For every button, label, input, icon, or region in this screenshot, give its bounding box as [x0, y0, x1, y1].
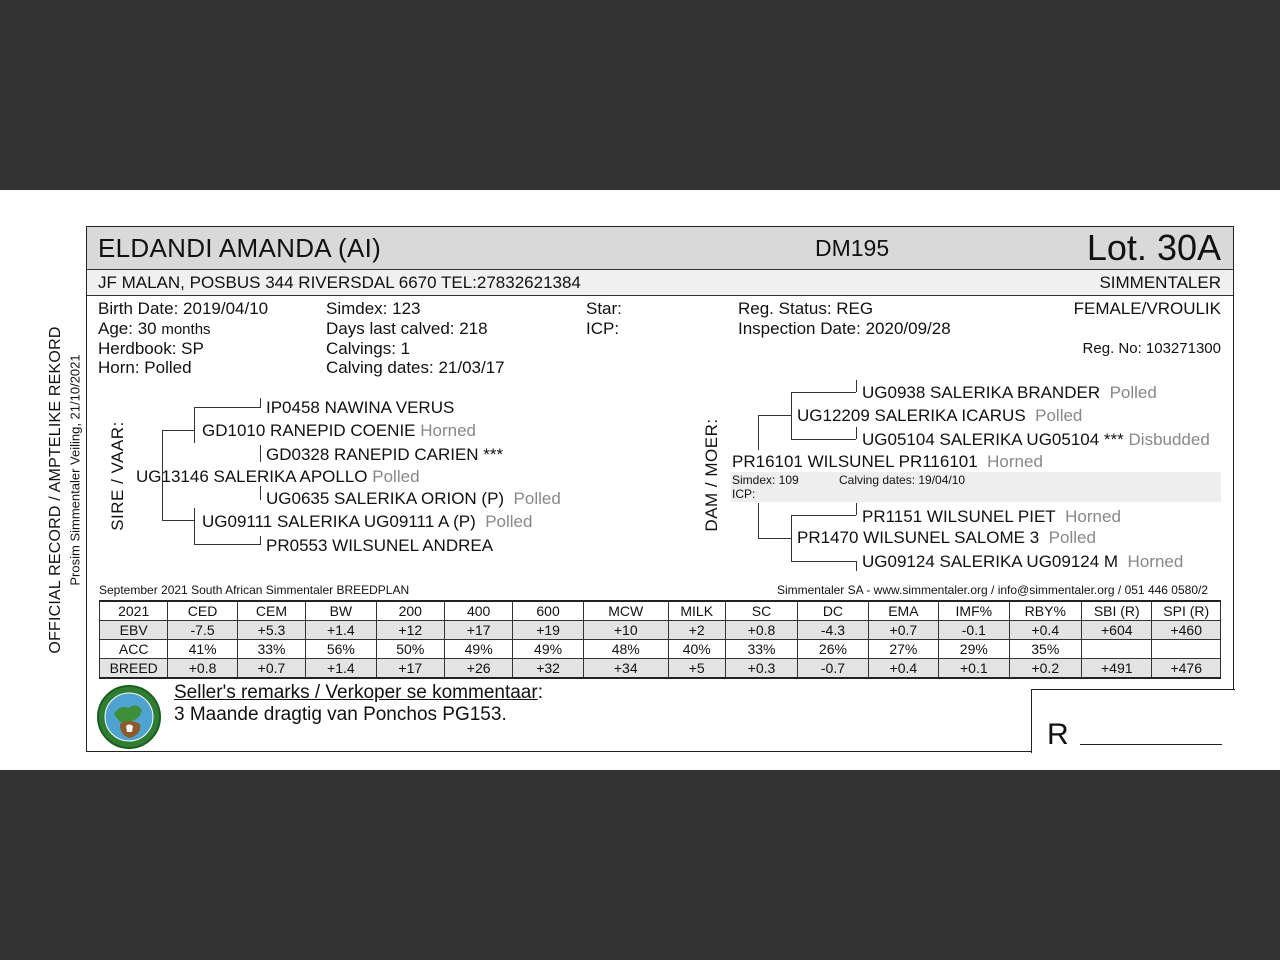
dam-connector [856, 503, 857, 515]
table-header-cell: CED [168, 601, 237, 621]
table-cell: +19 [513, 621, 583, 640]
remarks-title [174, 682, 543, 704]
table-cell: +0.7 [237, 659, 305, 679]
dam-connector [856, 427, 857, 439]
dam-connector [758, 415, 759, 450]
dam-horn: Horned [987, 452, 1043, 471]
dss-entry [862, 383, 1157, 403]
table-cell: +0.1 [939, 659, 1009, 679]
breed-label: SIMMENTALER [1099, 273, 1221, 292]
table-cell: +0.4 [868, 659, 938, 679]
animal-name: ELDANDI AMANDA (AI) [98, 233, 382, 263]
dds-entry [862, 507, 1121, 527]
age-value: Age: 30 [98, 319, 157, 338]
sdd-name: PR0553 WILSUNEL ANDREA [266, 536, 494, 555]
dam-calving-dates: Calving dates: 19/04/10 [839, 473, 966, 487]
table-header-cell: EMA [868, 601, 938, 621]
dam-connector [856, 561, 857, 571]
table-header-cell: SPI (R) [1152, 601, 1221, 621]
table-cell [1152, 640, 1221, 659]
inspection-date: Inspection Date: 2020/09/28 [738, 319, 951, 338]
table-header-cell: IMF% [939, 601, 1009, 621]
table-cell: +32 [513, 659, 583, 679]
ds-name: UG12209 SALERIKA ICARUS [797, 406, 1026, 425]
sds-horn: Polled [513, 489, 561, 508]
table-header-cell: 200 [376, 601, 444, 621]
table-cell: +0.8 [725, 621, 798, 640]
table-cell: +0.4 [1009, 621, 1082, 640]
table-cell: +12 [376, 621, 444, 640]
table-cell: 48% [583, 640, 668, 659]
table-cell: +17 [444, 621, 512, 640]
table-cell: -7.5 [168, 621, 237, 640]
sire-label: SIRE / VAAR: [108, 421, 127, 531]
table-header-cell: BW [306, 601, 376, 621]
sire-horn: Polled [372, 467, 420, 486]
table-header-cell: 2021 [100, 601, 168, 621]
table-header-row [100, 601, 1221, 621]
ss-horn: Horned [420, 421, 477, 440]
sex-label: FEMALE/VROULIK [1073, 299, 1221, 318]
dds-name: PR1151 WILSUNEL PIET [862, 507, 1056, 526]
table-row-breed [100, 659, 1221, 679]
table-cell: +0.8 [168, 659, 237, 679]
animal-code: DM195 [815, 235, 890, 261]
sire-connector [162, 520, 194, 521]
table-cell: +0.2 [1009, 659, 1082, 679]
dam-name: PR16101 WILSUNEL PR116101 [732, 452, 978, 471]
sd-name: UG09111 SALERIKA UG09111 A (P) [202, 512, 476, 531]
dd-name: PR1470 WILSUNEL SALOME 3 [797, 528, 1040, 547]
table-header-cell: MILK [668, 601, 725, 621]
table-cell: ACC [100, 640, 168, 659]
calvings: Calvings: 1 [326, 339, 411, 358]
table-cell: 50% [376, 640, 444, 659]
ds-entry [797, 406, 1082, 426]
dds-horn: Horned [1065, 507, 1121, 526]
age [98, 319, 211, 339]
table-cell: 56% [306, 640, 376, 659]
table-cell: +0.3 [725, 659, 798, 679]
sire-connector [260, 445, 261, 462]
table-cell: EBV [100, 621, 168, 640]
table-header-cell: DC [798, 601, 868, 621]
dsd-name: UG05104 SALERIKA UG05104 *** [862, 430, 1124, 449]
dsd-horn: Disbudded [1128, 430, 1210, 449]
table-header-cell: 600 [513, 601, 583, 621]
table-cell: +0.7 [868, 621, 938, 640]
star: Star: [586, 299, 622, 318]
owner-band [87, 270, 1233, 296]
dam-connector [791, 439, 856, 440]
sds-entry [266, 489, 561, 509]
dam-connector [758, 415, 791, 416]
table-cell: -4.3 [798, 621, 868, 640]
table-cell: +1.4 [306, 659, 376, 679]
reg-status: Reg. Status: REG [738, 299, 874, 318]
table-header-cell: RBY% [1009, 601, 1082, 621]
dam-connector [791, 561, 856, 562]
sire-connector [194, 508, 195, 544]
sire-connector [260, 398, 261, 408]
ddd-entry [862, 552, 1183, 572]
table-cell: -0.7 [798, 659, 868, 679]
contact-caption: Simmentaler SA - www.simmentaler.org / info@simmentaler.org / 051 446 0580/2 [776, 583, 1208, 597]
dd-entry [797, 528, 1096, 548]
sire-connector [194, 407, 195, 443]
horn-status: Horn: Polled [98, 358, 192, 377]
table-header-cell: MCW [583, 601, 668, 621]
sire-entry [136, 467, 420, 487]
table-cell: 26% [798, 640, 868, 659]
sss-name: IP0458 NAWINA VERUS [266, 398, 455, 417]
owner-details: JF MALAN, POSBUS 344 RIVERSDAL 6670 TEL:27832621384 [98, 273, 581, 292]
table-cell: 29% [939, 640, 1009, 659]
lot-number: Lot. 30A [1086, 227, 1221, 268]
table-cell: 40% [668, 640, 725, 659]
dss-horn: Polled [1109, 383, 1157, 402]
table-cell: +17 [376, 659, 444, 679]
sd-entry [202, 512, 532, 532]
dam-connector [791, 392, 792, 439]
age-unit: months [161, 321, 211, 338]
sire-connector [194, 407, 260, 408]
table-cell: 27% [868, 640, 938, 659]
remarks-title-text: Seller's remarks / Verkoper se kommentaar [174, 682, 538, 703]
reg-number: Reg. No: 103271300 [1082, 340, 1221, 357]
dam-connector [758, 538, 791, 539]
dam-connector [791, 515, 856, 516]
dsd-entry [862, 430, 1210, 450]
table-cell [1082, 640, 1152, 659]
sire-connector [260, 536, 261, 545]
days-last-calved: Days last calved: 218 [326, 319, 488, 338]
simmentaler-logo-icon [96, 684, 162, 750]
sale-label: Prosim Simmentaler Veiling, 21/10/2021 [67, 354, 83, 586]
table-cell: 41% [168, 640, 237, 659]
table-cell: 33% [725, 640, 798, 659]
ddd-horn: Horned [1127, 552, 1184, 571]
ds-horn: Polled [1035, 406, 1083, 425]
sire-name: UG13146 SALERIKA APOLLO [136, 467, 368, 486]
sire-connector [162, 430, 163, 520]
breedplan-caption: September 2021 South African Simmentaler BREEDPLAN [99, 583, 410, 597]
simdex: Simdex: 123 [326, 299, 421, 318]
dss-name: UG0938 SALERIKA BRANDER [862, 383, 1101, 402]
price-currency: R [1047, 718, 1069, 751]
table-cell: +460 [1152, 621, 1221, 640]
table-cell: +5 [668, 659, 725, 679]
table-cell: 49% [444, 640, 512, 659]
dd-horn: Polled [1048, 528, 1096, 547]
table-cell: +5.3 [237, 621, 305, 640]
dam-icp: ICP: [732, 487, 756, 501]
price-entry-line[interactable] [1080, 744, 1222, 745]
herdbook: Herdbook: SP [98, 339, 204, 358]
table-row-acc [100, 640, 1221, 659]
official-record-label: OFFICIAL RECORD / AMPTELIKE REKORD [47, 326, 64, 654]
dam-label: DAM / MOER: [702, 418, 721, 532]
table-header-cell: 400 [444, 601, 512, 621]
sd-horn: Polled [485, 512, 533, 531]
table-header-cell: SC [725, 601, 798, 621]
table-cell: 33% [237, 640, 305, 659]
breedplan-table [99, 600, 1221, 679]
sds-name: UG0635 SALERIKA ORION (P) [266, 489, 505, 508]
ss-entry [202, 421, 476, 441]
table-header-cell: SBI (R) [1082, 601, 1152, 621]
table-cell: -0.1 [939, 621, 1009, 640]
ssd-name: GD0328 RANEPID CARIEN *** [266, 445, 504, 464]
table-row-ebv [100, 621, 1221, 640]
ddd-name: UG09124 SALERIKA UG09124 M [862, 552, 1119, 571]
dam-connector [758, 503, 759, 539]
dam-entry [732, 452, 1043, 472]
table-cell: +1.4 [306, 621, 376, 640]
table-cell: +491 [1082, 659, 1152, 679]
birth-date: Birth Date: 2019/04/10 [98, 299, 269, 318]
ss-name: GD1010 RANEPID COENIE [202, 421, 416, 440]
table-cell: 35% [1009, 640, 1082, 659]
table-cell: +2 [668, 621, 725, 640]
remarks-text: 3 Maande dragtig van Ponchos PG153. [174, 704, 507, 725]
table-cell: 49% [513, 640, 583, 659]
sire-connector [260, 486, 261, 500]
table-cell: +26 [444, 659, 512, 679]
dam-connector [856, 380, 857, 392]
dam-details-band [731, 472, 1221, 502]
remarks-colon: : [537, 682, 543, 703]
dam-connector [791, 515, 792, 561]
table-header-cell: CEM [237, 601, 305, 621]
dam-simdex: Simdex: 109 [732, 473, 799, 487]
table-cell: +604 [1082, 621, 1152, 640]
sire-connector [194, 544, 260, 545]
table-cell: +476 [1152, 659, 1221, 679]
table-cell: BREED [100, 659, 168, 679]
title-band [87, 227, 1233, 270]
table-cell: +10 [583, 621, 668, 640]
table-cell: +34 [583, 659, 668, 679]
calving-dates: Calving dates: 21/03/17 [326, 358, 505, 377]
sire-connector [162, 430, 194, 431]
dam-connector [791, 392, 856, 393]
icp: ICP: [586, 319, 620, 338]
